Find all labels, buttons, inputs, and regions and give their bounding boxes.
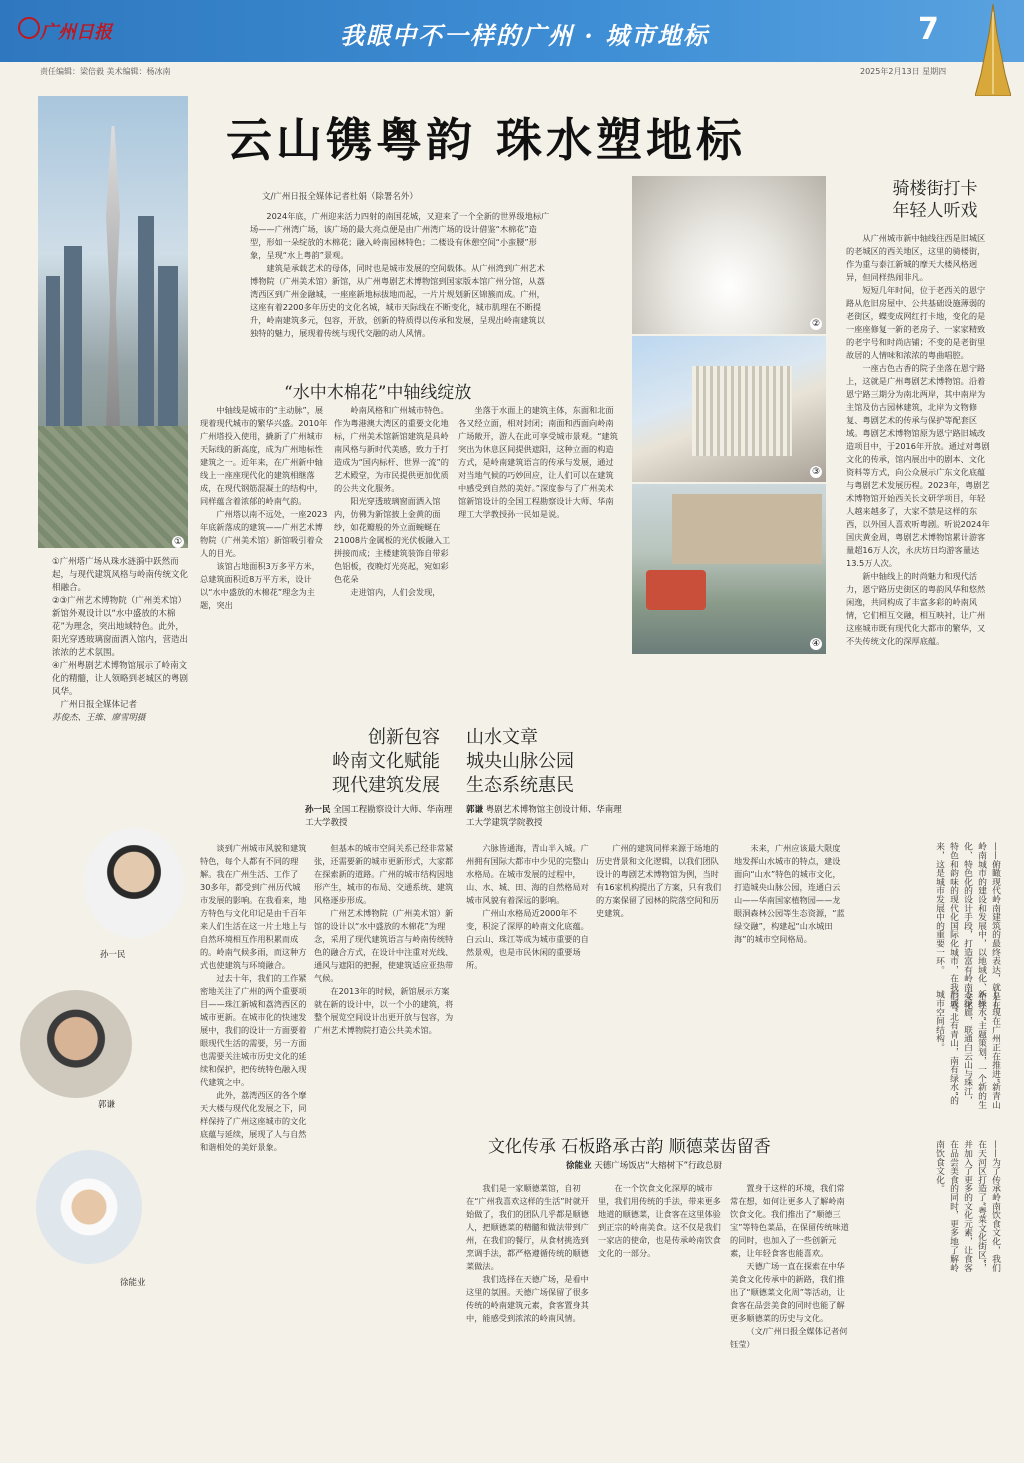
paper-name: 广州日报 bbox=[40, 22, 112, 43]
art-museum-exterior-photo bbox=[632, 336, 826, 482]
subhead-line: 山水文章 bbox=[466, 727, 538, 748]
section1-column-1 bbox=[200, 404, 328, 612]
credit-title: 粤剧艺术博物馆主创设计师、华南理工大学建筑学院教授 bbox=[466, 805, 622, 828]
portrait-name: 孙一民 bbox=[100, 950, 126, 960]
caption-3: ④广州粤剧艺术博物馆展示了岭南文化的精髓，让人领略到老城区的粤剧风华。 bbox=[52, 661, 189, 697]
subhead-line: 创新包容 bbox=[368, 727, 440, 748]
paper-logo-icon bbox=[18, 17, 40, 39]
museum-facade bbox=[692, 366, 792, 456]
portrait-photo bbox=[84, 828, 184, 938]
skyline-building bbox=[64, 246, 82, 426]
body-paragraph: 天德广场一直在探索在中华美食文化传承中的新路，我们推出了“顺德菜文化周”等活动，让食客在品尝美食的同时也能了解更多顺德菜的历史与文化。 bbox=[730, 1261, 845, 1323]
right-paragraph: 新中轴线上的时尚魅力和现代活力，恩宁路历史街区的粤韵风华和悠然闲逸，共同构成了丰富多彩的岭南风情，它们相互交融，相互映衬，让广州这座城市既有现代化大都市的繁华，又不失传统文化的深厚底蕴。 bbox=[846, 571, 986, 646]
photo-number-1: ① bbox=[173, 537, 183, 547]
body-paragraph: 广州山水格局近2000年不变，积淀了深厚的岭南文化底蕴。白云山、珠江等成为城市重要的自然景观，也是市民休闲的重要场所。 bbox=[466, 908, 589, 970]
section1-column-3 bbox=[458, 404, 618, 521]
body-paragraph: 我们选择在天德广场，是看中这里的氛围。天德广场保留了很多传统的岭南建筑元素，食客置身其中，能感受到浓浓的岭南风情。 bbox=[466, 1274, 589, 1323]
credit-title: 全国工程勘察设计大师、华南理工大学教授 bbox=[305, 805, 453, 828]
body-paragraph: 中轴线是城市的“主动脉”，展现着现代城市的繁华兴盛。2010年广州塔投入使用，撬新了广州城市天际线的新高度，成为广州地标性建筑之一。近年来，在广州新中轴线上一座座现代化的建筑相继落成，在现代钢筋混凝土的结构中，同样蕴含着浓郁的岭南气韵。 bbox=[200, 405, 328, 506]
food-section-title: 文化传承 石板路承古韵 顺德菜齿留香 bbox=[488, 1137, 771, 1157]
section-title-axis: “水中木棉花”中轴线绽放 bbox=[284, 383, 472, 403]
guo-credit bbox=[466, 804, 626, 830]
caption-1: ①广州塔广场从珠水涟漪中跃然而起，与现代建筑风格与岭南传统文化相融合。 bbox=[52, 557, 189, 593]
body-paragraph: 六脉皆通海，青山半入城。广州拥有国际大都市中少见的完整山水格局。在城市发展的过程中，山、水、城、田、海的自然格局对城市风貌有着深远的影响。 bbox=[466, 843, 589, 905]
tower-mast bbox=[106, 126, 120, 426]
credit-name: 孙一民 bbox=[305, 805, 331, 815]
pavilion-roof bbox=[672, 494, 822, 564]
body-paragraph: 过去十年，我们的工作紧密地关注了广州的两个重要项目——珠江新城和荔湾西区的城市更新。在城市化的快速发展中，我们的设计一方面要着眼现代生活的需要，另一方面也需要关注城市历史文化的延续和保护，把传统特色融入现代建筑之中。 bbox=[200, 973, 307, 1087]
right-title-line-1: 骑楼街打卡 bbox=[892, 179, 978, 199]
body-paragraph: 我们是一家顺德菜馆，自初在“广州我喜欢这样的生活”时就开始做了，我们的团队几乎都是顺德人，把顺德菜的精髓和做法带到广州，在我们的餐厅，从食材挑选到烹调手法，都严格遵循传统的顺德菜做法。 bbox=[466, 1183, 590, 1271]
sun-column bbox=[200, 842, 308, 1154]
body-paragraph: 广州的建筑同样来源于场地的历史背景和文化逻辑，以我们团队设计的粤剧艺术博物馆为例，当时有16家机构提出了方案，只有我们的方案保留了园林的院落空间和历史建筑。 bbox=[596, 843, 722, 918]
chef-credit bbox=[566, 1160, 806, 1173]
body-paragraph: 在一个饮食文化深厚的城市里，我们用传统的手法，带来更多地道的顺德菜，让食客在这里体验到正宗的岭南美食。这不仅是我们一家店的使命，也是传承岭南饮食文化的一部分。 bbox=[598, 1183, 721, 1258]
plaza-ground bbox=[38, 426, 188, 548]
photo-number-4: ④ bbox=[811, 639, 821, 649]
portrait-photo bbox=[36, 1150, 142, 1264]
skyline-building bbox=[138, 216, 154, 426]
tower-caption bbox=[52, 556, 192, 725]
right-subheads bbox=[466, 726, 616, 798]
sun-vertical-quote: ——俯瞰现代岭南建筑的最终表达，就是在岭南城市的建设和发展中，以地域化、个性化、特色化的设计手段，打造富有岭南文化特色和韵味的现代化国际化城市，在我们看来，这是城市发展中的重要一环。 bbox=[934, 842, 1000, 1010]
subhead-line: 生态系统惠民 bbox=[466, 775, 574, 796]
chef-vertical-quote: ——为了传承岭南饮食文化，我们在天河区打造了“粤菜文化街区”，并加入了更多的文化元素，让食客在品尝美食的同时，更多地了解岭南饮食文化。 bbox=[934, 1140, 1000, 1273]
column-title: 我眼中不一样的广州 · 城市地标 bbox=[340, 21, 710, 50]
body-paragraph: 广州塔以南不远处，一座2023年底新落成的建筑——广州艺术博物院（广州美术馆）新馆吸引着众人的目光。 bbox=[200, 509, 328, 558]
page-number: 7 bbox=[918, 12, 939, 47]
body-paragraph: 但基本的城市空间关系已经非常紧张，还需要新的城市更新形式，大家都在探索新的道路。广州的城市结构因地形产生，城市的布局、交通系统、建筑风格逐步形成。 bbox=[314, 843, 454, 905]
canton-tower-ornament-icon bbox=[975, 4, 1011, 96]
right-paragraph: 一座古色古香的院子坐落在恩宁路上，这就是广州粤剧艺术博物馆。沿着恩宁路三期分为南北两岸，其中南岸为主馆及仿古园林建筑，北岸为文物修复、粤剧艺术的传承与保护等配套区域。粤剧艺术博物馆原为恩宁路旧城改造项目中，于2016年开放。通过对粤剧文化的传承，馆内展出中的剧本、文化资料等方式，向公众展示广东文化底蕴与粤剧艺术发展历程。2023年，粤剧艺术博物馆开始西关长文研学项目，年轻人越来越多了，大家不禁是这样的东西，以外国人喜欢听粤剧。听说2024年国庆黄金周，粤剧艺术博物馆累计游客量超16万人次，永庆坊日均游客量达13.5万人次。 bbox=[846, 363, 990, 568]
right-title-line-2: 年轻人听戏 bbox=[892, 201, 978, 221]
mid-column bbox=[314, 842, 454, 1037]
portrait-photo bbox=[20, 990, 132, 1098]
caption-credit: 广州日报全媒体记者 bbox=[60, 700, 138, 710]
subhead-line: 岭南文化赋能 bbox=[332, 751, 440, 772]
opera-museum-photo bbox=[632, 484, 826, 654]
right-paragraph: 短短几年时间，位于老西关的恩宁路从危旧房屋中、公共基础设施薄弱的老街区，蝶变成网红打卡地，变化的是一座座修复一新的老房子、一家家精致的老字号和时尚店铺；不变的是老街里故居的人情味和浓浓的粤曲唱腔。 bbox=[846, 285, 986, 360]
editors-line: 责任编辑：梁倍毅 美术编辑：杨冰南 bbox=[40, 67, 171, 76]
portrait-name: 郭谦 bbox=[98, 1100, 116, 1110]
right-paragraph: 从广州城市新中轴线往西是旧城区的老城区的西关地区，这里的骑楼街，作为重与泰江新城的摩天大楼风格迥异，但同样热闹非凡。 bbox=[846, 233, 986, 282]
body-paragraph: 走进馆内，人们会发现， bbox=[350, 587, 441, 597]
subhead-line: 现代建筑发展 bbox=[332, 775, 440, 796]
lead-paragraph: 建筑是承载艺术的母体，同时也是城市发展的空间载体。从广州湾到广州艺术博物院（广州美术馆）新馆，从广州粤剧艺术博物馆到国家版本馆广州分馆，从荔湾西区到广州金融城，一座座新地标拔地而起，一片片规划新区锦簇而成。广州，这座有着2200多年历史的文化名城，城市天际线在不断变化，城市肌理在不断提升，岭南建筑多元，包容，开放，创新的特质得以传承和发展，呈现出岭南建筑以独特的魅力，展现着传统与现代交融的动人风情。 bbox=[250, 263, 545, 338]
credit-name: 郭谦 bbox=[466, 805, 484, 815]
lead-paragraph: 2024年底，广州迎来活力四射的南国花城，又迎来了一个全新的世界级地标广场——广州湾广场，该广场的最大亮点便是由广州湾广场的设计借鉴“木棉花”造型，形如一朵绽放的木棉花；融入岭南园林特色；二楼设有休憩空间“小蛮腰”形象，呈现“水上粤韵”景观。 bbox=[250, 211, 550, 260]
caption-names: 苏俊杰、王维、廖雪明摄 bbox=[52, 713, 146, 723]
food-column-1 bbox=[466, 1182, 592, 1325]
page-headline: 云山镌粤韵 珠水塑地标 bbox=[226, 113, 747, 167]
subhead-line: 城央山脉公园 bbox=[466, 751, 574, 772]
art-museum-interior-photo bbox=[632, 176, 826, 334]
section1-column-2 bbox=[334, 404, 452, 599]
skyline-building bbox=[46, 276, 60, 426]
boat bbox=[646, 570, 706, 610]
credit-name: 徐能业 bbox=[566, 1161, 592, 1171]
guo-vertical-quote: ——现在广州正在推进“新青山新绿水”主题策划，一个新的生态绿廊，联通白云山与珠江，形成“北有青山，南有绿水”的城市空间结构。 bbox=[934, 990, 1000, 1109]
body-paragraph: 谈到广州城市风貌和建筑特色，每个人都有不同的理解。我在广州生活、工作了30多年，都受到广州历代城市发展的影响。在我看来，地方特色与文化印记是由千百年来人们生活在这一片土地上与自然环境相互作用积累而成的。岭南气候多雨，而这种方式也使建筑与环境融合。 bbox=[200, 843, 307, 970]
masthead bbox=[0, 0, 1024, 62]
canton-tower-photo bbox=[38, 96, 188, 548]
portrait-name: 徐能业 bbox=[120, 1278, 146, 1288]
body-paragraph: 该馆占地面积3万多平方米，总建筑面积近8万平方米，设计以“水中盛放的木棉花”理念为主题，突出 bbox=[200, 561, 320, 610]
closing-credit: （文/广州日报全媒体记者何钰莹） bbox=[730, 1326, 848, 1349]
photo-number-3: ③ bbox=[811, 467, 821, 477]
guo-column-1 bbox=[466, 842, 592, 972]
body-paragraph: 广州艺术博物院（广州美术馆）新馆的设计以“水中盛放的木棉花”为理念，采用了现代建筑语言与岭南传统特色的融合方式，在设计中注重对光线、通风与遮阳的把握，使建筑适应亚热带气候。 bbox=[314, 908, 454, 983]
body-paragraph: 此外，荔湾西区的各个摩天大楼与现代化发展之下，同样保持了广州这座城市的文化底蕴与延续，展现了人与自然和谐相处的美好景象。 bbox=[200, 1090, 307, 1152]
guo-column-3 bbox=[734, 842, 846, 946]
photo-number-2: ② bbox=[811, 319, 821, 329]
food-column-3 bbox=[730, 1182, 850, 1351]
dateline: 2025年2月13日 星期四 bbox=[860, 67, 947, 76]
right-column-body bbox=[846, 232, 990, 648]
credit-title: 天德广场饭店“大榕树下”行政总厨 bbox=[594, 1161, 723, 1171]
body-paragraph: 阳光穿透玻璃窗面洒入馆内，仿佛为新馆披上金黄的面纱，如花瓣般的外立面蜿蜒在21008片金属板的光伏板融入工拼接而成；主楼建筑装饰自带彩色铝板，夜晚灯光亮起，宛如彩色花朵 bbox=[334, 496, 451, 584]
body-paragraph: 置身于这样的环境，我们常常在想，如何让更多人了解岭南饮食文化。我们推出了“顺德三宝”等特色菜品，在保留传统味道的同时，也加入了一些创新元素，让年轻食客也能喜欢。 bbox=[730, 1183, 849, 1258]
guo-column-2 bbox=[596, 842, 726, 920]
food-column-2 bbox=[598, 1182, 724, 1260]
skyline-building bbox=[158, 266, 178, 426]
lead-text bbox=[250, 210, 550, 340]
sun-credit bbox=[305, 804, 455, 830]
body-paragraph: 在2013年的时候，新馆展示方案就在新的设计中，以一个小的建筑，将整个展览空间设计出更开放与包容，为广州艺术博物院打造公共美术馆。 bbox=[314, 986, 454, 1035]
caption-2: ②③广州艺术博物院（广州美术馆）新馆外观设计以“水中盛放的木棉花”为理念，突出地域特色。此外，阳光穿透玻璃窗面洒入馆内，营造出浓浓的艺术氛围。 bbox=[52, 596, 189, 658]
body-paragraph: 岭南风格和广州城市特色。作为粤港澳大湾区的重要文化地标，广州美术馆新馆建筑是具岭南风格与新时代美感，致力于打造成为“国内标杆、世界一流”的艺术殿堂，为市民提供更加优质的公共文化服务。 bbox=[334, 405, 449, 493]
body-paragraph: 坐落于水面上的建筑主体，东面和北面各又经立面，相对封闭；南面和西面向岭南广场敞开，游人在此可享受城市景观。“建筑突出为休息区间提供遮阳，这种立面的构造方式，是岭南建筑语言的传承与发展，通过对当地气候的巧妙回应，让人们可以在建筑中感受到自然的美好。”深度参与了广州美术馆新馆设计的全国工程勘察设计大师、华南理工大学教授孙一民如是说。 bbox=[458, 405, 618, 519]
byline: 文/广州日报全媒体记者杜娟（除署名外） bbox=[262, 192, 418, 202]
body-paragraph: 未来，广州应该最大限度地发挥山水城市的特点，建设面向“山水”特色的城市文化，打造城央山脉公园，连通白云山——华南国家植物园——龙眼洞森林公园等生态资源，“蓝绿交融”，构建起“山水城田海”的城市空间格局。 bbox=[734, 843, 845, 944]
right-column-title bbox=[880, 178, 990, 222]
left-subheads bbox=[290, 726, 440, 798]
